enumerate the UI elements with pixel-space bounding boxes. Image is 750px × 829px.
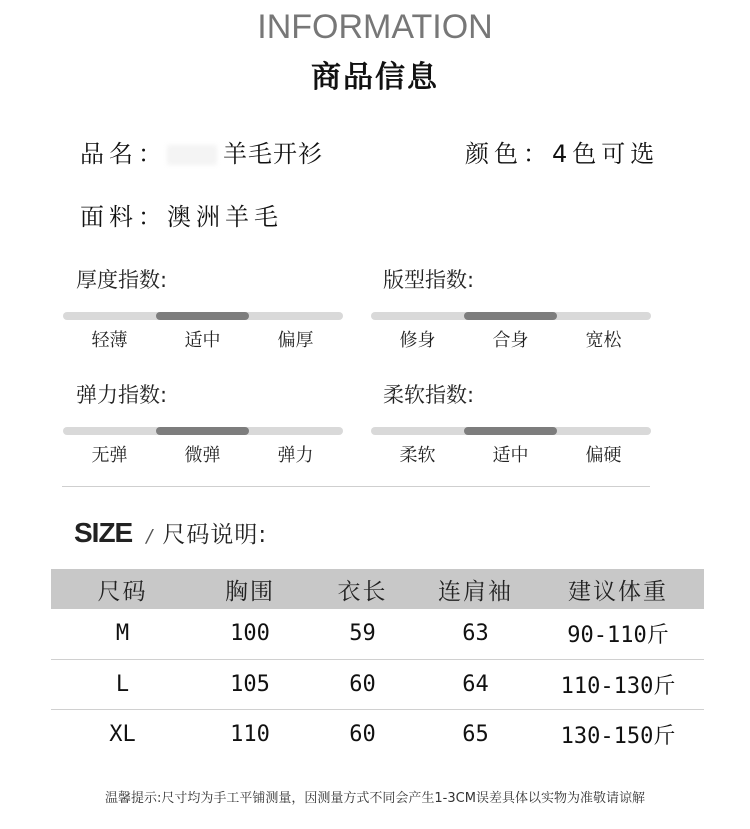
- product-name-label: 品名：: [80, 140, 167, 168]
- size-table-cell: XL: [109, 721, 136, 747]
- product-fabric-value: 澳洲羊毛: [167, 203, 283, 231]
- size-table-cell: 110: [230, 721, 270, 747]
- elasticity-option: 无弹: [91, 445, 128, 466]
- size-table-cell: 63: [419, 609, 532, 659]
- size-table-cell: 65: [462, 721, 489, 747]
- product-color-label: 颜色：: [465, 140, 552, 168]
- header-title-en: INFORMATION: [257, 8, 493, 46]
- product-fabric-label: 面料：: [80, 203, 167, 231]
- thickness-option: 适中: [184, 330, 221, 351]
- size-table-row: [51, 659, 704, 709]
- size-table-cell: 59: [306, 609, 419, 659]
- softness-option: 柔软: [399, 445, 436, 466]
- thickness-index-label: 厚度指数:: [76, 268, 168, 292]
- size-table: [51, 569, 704, 759]
- size-table-header-cell: 胸围: [194, 569, 306, 609]
- elasticity-option: 微弹: [184, 445, 221, 466]
- size-title-cn: 尺码说明:: [162, 522, 268, 548]
- size-table-header-cell: 尺码: [51, 569, 194, 609]
- fit-option: 宽松: [585, 330, 622, 351]
- fit-option: 合身: [492, 330, 529, 351]
- product-name-value: 羊毛开衫: [223, 140, 323, 168]
- fit-scale-indicator: [464, 312, 557, 320]
- size-title-separator: /: [146, 526, 153, 547]
- softness-option: 偏硬: [585, 445, 622, 466]
- blurred-brand: [167, 145, 217, 165]
- size-title-en: SIZE: [74, 517, 133, 548]
- size-table-cell: 64: [419, 659, 532, 709]
- thickness-option: 偏厚: [277, 330, 314, 351]
- elasticity-index-label: 弹力指数:: [76, 383, 168, 407]
- measurement-note: 温馨提示:尺寸均为手工平铺测量，因测量方式不同会产生1-3CM误差具体以实物为准敬请谅解: [105, 791, 645, 806]
- size-table-header-cell: 衣长: [306, 569, 419, 609]
- size-table-cell: 110-130斤: [532, 659, 704, 709]
- softness-option: 适中: [492, 445, 529, 466]
- size-table-header-cell: 连肩袖: [419, 569, 532, 609]
- product-color-row: [465, 134, 659, 169]
- size-table-cell: 60: [306, 659, 419, 709]
- size-table-row: [51, 609, 704, 659]
- size-section-title: [74, 516, 267, 549]
- size-table-header-cell: 建议体重: [532, 569, 704, 609]
- size-table-cell: 90-110斤: [532, 609, 704, 659]
- elasticity-scale-indicator: [156, 427, 249, 435]
- fit-option: 修身: [399, 330, 436, 351]
- thickness-option: 轻薄: [91, 330, 128, 351]
- size-table-header-row: [51, 569, 704, 609]
- thickness-scale-indicator: [156, 312, 249, 320]
- section-divider: [62, 486, 650, 487]
- product-name-row: [80, 134, 323, 169]
- elasticity-option: 弹力: [277, 445, 314, 466]
- size-table-cell: 130-150斤: [560, 723, 676, 749]
- size-table-cell: M: [51, 609, 194, 659]
- softness-index-label: 柔软指数:: [383, 383, 475, 407]
- size-table-cell: 100: [194, 609, 306, 659]
- fit-index-label: 版型指数:: [383, 268, 475, 292]
- size-table-row: [51, 709, 704, 759]
- size-table-cell: 105: [194, 659, 306, 709]
- size-table-cell: 60: [349, 721, 376, 747]
- size-table-cell: L: [51, 659, 194, 709]
- product-color-value: 4色可选: [552, 140, 660, 168]
- softness-scale-indicator: [464, 427, 557, 435]
- product-fabric-row: [80, 197, 283, 232]
- header-title-cn: 商品信息: [311, 60, 439, 95]
